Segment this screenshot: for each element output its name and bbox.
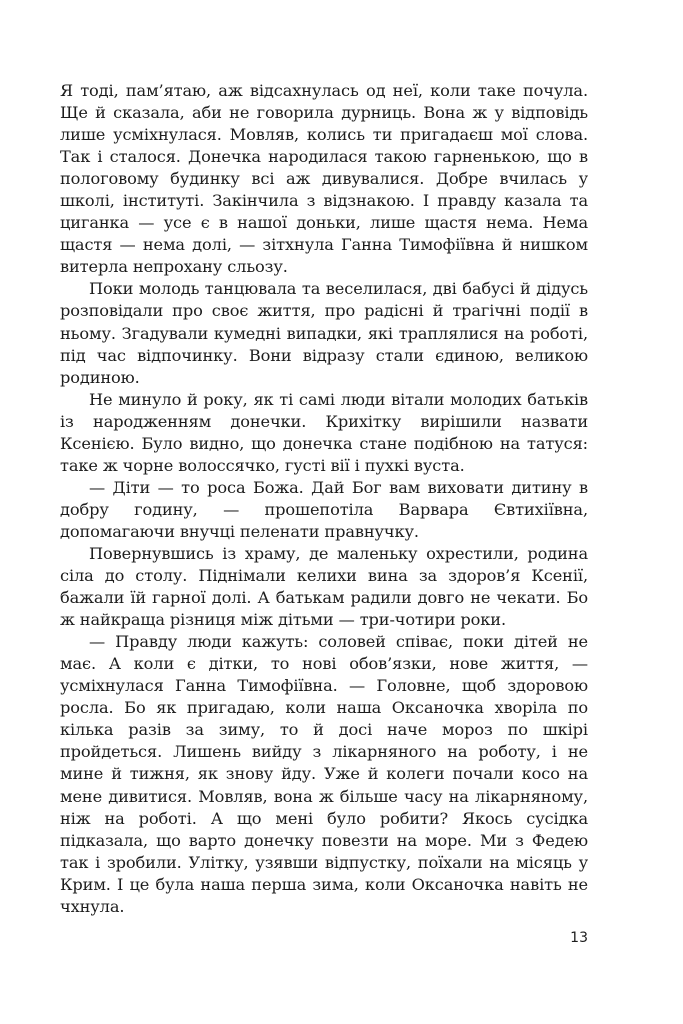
paragraph-5: Повернувшись із храму, де маленьку охрестили, родина сіла до столу. Піднімали келихи вина за здоров’я Ксенії, бажали їй гарної долі. А батькам радили довго не чекати. Бо ж найкраща різниця між дітьми — три-чотири роки.	[60, 543, 588, 630]
paragraph-1: Я тоді, пам’ятаю, аж відсахнулась од неї, коли таке почула. Ще й сказала, аби не говорила дурниць. Вона ж у відповідь лише усміхнулася. Мовляв, колись ти пригадаєш мої слова. Так і сталося. Донечка народилася такою гарненькою, що в пологовому будинку всі аж дивувалися. Добре вчилась у школі, інституті. Закінчила з відзнакою. І правду казала та циганка — усе є в нашої доньки, лише щастя нема. Нема щастя — нема долі, — зітхнула Ганна Тимофіївна й нишком витерла непрохану сльозу.	[60, 81, 588, 277]
paragraph-2: Поки молодь танцювала та веселилася, дві бабусі й дідусь розповідали про своє життя, про радісні й трагічні події в ньому. Згадували кумедні випадки, які траплялися на роботі, під час відпочинку. Вони відразу стали єдиною, великою родиною.	[60, 279, 588, 387]
page-text	[60, 80, 588, 918]
paragraph-4: — Діти — то роса Божа. Дай Бог вам виховати дитину в добру годину, — прошепотіла Варвара Євтихіївна, допомагаючи внучці пеленати правнучку.	[60, 477, 588, 541]
paragraph-6: — Правду люди кажуть: соловей співає, поки дітей не має. А коли є дітки, то нові обов’язки, нове життя, — усміхнулася Ганна Тимофіївна. — Головне, щоб здоровою росла. Бо як пригадаю, коли наша Оксаночка хворіла по кілька разів за зиму, то й досі наче мороз по шкірі пройдеться. Лишень вийду з лікарняного на роботу, і не мине й тижня, як знову йду. Уже й колеги почали косо на мене дивитися. Мовляв, вона ж більше часу на лікарняному, ніж на роботі. А що мені було робити? Якось сусідка підказала, що варто донечку повезти на море. Ми з Федею так і зробили. Улітку, узявши відпустку, поїхали на місяць у Крим. І це була наша перша зима, коли Оксаночка навіть не чхнула.	[60, 632, 588, 916]
page-number: 13	[570, 930, 588, 946]
paragraph-3: Не минуло й року, як ті самі люди вітали молодих батьків із народженням донечки. Крихітку вирішили назвати Ксенією. Було видно, що донечка стане подібною на татуся: таке ж чорне волоссячко, густі вії і пухкі вуста.	[60, 389, 588, 475]
